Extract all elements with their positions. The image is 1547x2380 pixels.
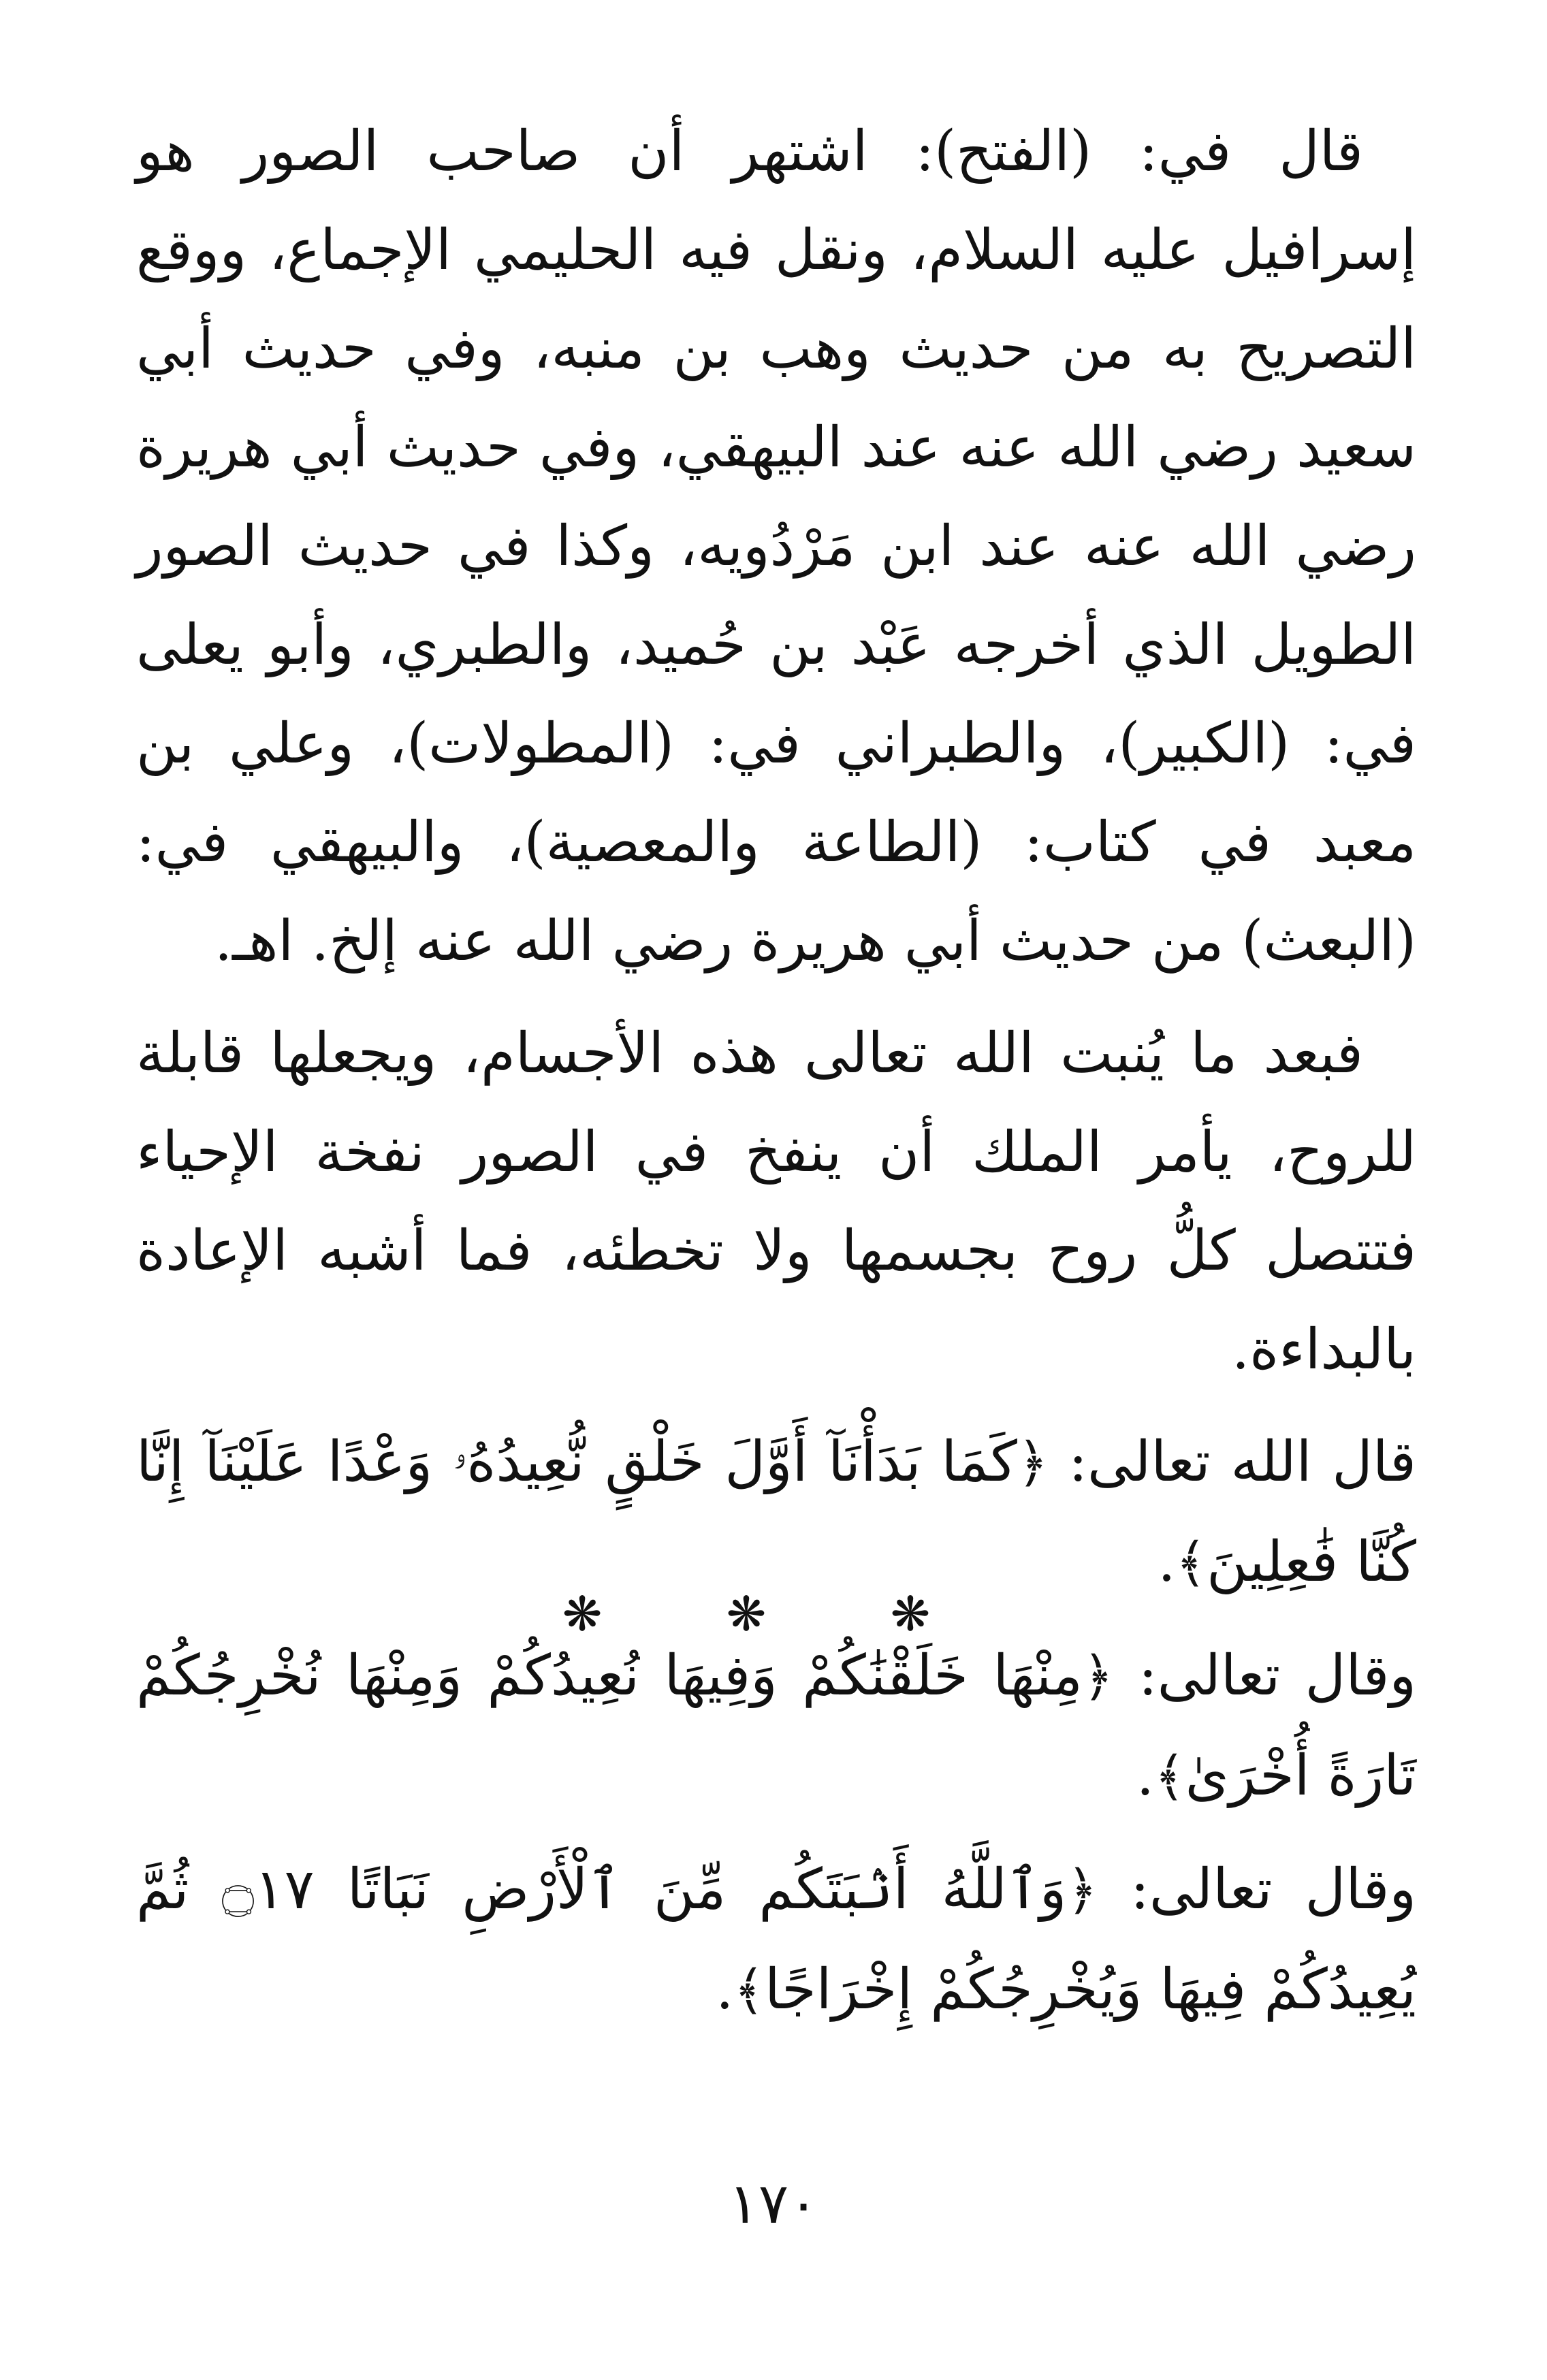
quran-close-bracket-icon: ﴾ [1175, 1532, 1207, 1594]
quran-quote-3 [136, 1840, 1416, 2040]
quran-quote-2 [136, 1626, 1416, 1827]
quran-verse: كَمَا بَدَأْنَآ أَوَّلَ خَلْقٍ نُّعِيدُهُۥ وَعْدًا عَلَيْنَآ إِنَّا كُنَّا فَٰعِلِينَ [136, 1430, 1416, 1594]
page-number: ١٧٠ [728, 2172, 819, 2236]
paragraph-fath-quote: قال في: (الفتح): اشتهر أن صاحب الصور هو إسرافيل عليه السلام، ونقل فيه الحليمي الإجماع، ووقع التصريح به من حديث وهب بن منبه، وفي حديث أبي سعيد رضي الله عنه عند البيهقي، وفي حديث أبي هريرة رضي الله عنه عند ابن مَرْدُويه، وكذا في حديث الصور الطويل الذي أخرجه عَبْد بن حُميد، والطبري، وأبو يعلى في: (الكبير)، والطبراني في: (المطولات)، وعلي بن معبد في كتاب: (الطاعة والمعصية)، والبيهقي في: (البعث) من حديث أبي هريرة رضي الله عنه إلخ. اهـ. [136, 119, 1416, 974]
quran-open-bracket-icon: ﴿ [1082, 1646, 1114, 1707]
quote-end: . [1136, 1743, 1154, 1808]
quote-intro: وقال تعالى: [1138, 1643, 1416, 1708]
quote-intro: وقال تعالى: [1130, 1857, 1416, 1922]
section-separator-stars: ❋ ❋ ❋ [562, 1586, 985, 1642]
quran-verse: وَٱللَّهُ أَنۢبَتَكُم مِّنَ ٱلْأَرْضِ نَبَاتًا ۝١٧ ثُمَّ يُعِيدُكُمْ فِيهَا وَيُخْرِجُكُمْ إِخْرَاجًا [136, 1857, 1416, 2022]
quran-verse: مِنْهَا خَلَقْنَٰكُمْ وَفِيهَا نُعِيدُكُمْ وَمِنْهَا نُخْرِجُكُمْ تَارَةً أُخْرَىٰ [136, 1643, 1416, 1808]
paragraph-resurrection: فبعد ما يُنبت الله تعالى هذه الأجسام، ويجعلها قابلة للروح، يأمر الملك أن ينفخ في الصور نفخة الإحياء فتتصل كلُّ روح بجسمها ولا تخطئه، فما أشبه الإعادة بالبداءة. [136, 1021, 1416, 1382]
quote-intro: قال الله تعالى: [1068, 1430, 1417, 1494]
quote-end: . [716, 1957, 734, 2022]
quran-close-bracket-icon: ﴾ [733, 1960, 765, 2021]
quran-quote-1 [136, 1413, 1416, 1613]
page-body [136, 102, 1416, 2040]
quote-end: . [1158, 1530, 1176, 1594]
quran-close-bracket-icon: ﴾ [1153, 1746, 1185, 1807]
quran-open-bracket-icon: ﴿ [1017, 1432, 1049, 1494]
quran-open-bracket-icon: ﴿ [1066, 1860, 1098, 1921]
